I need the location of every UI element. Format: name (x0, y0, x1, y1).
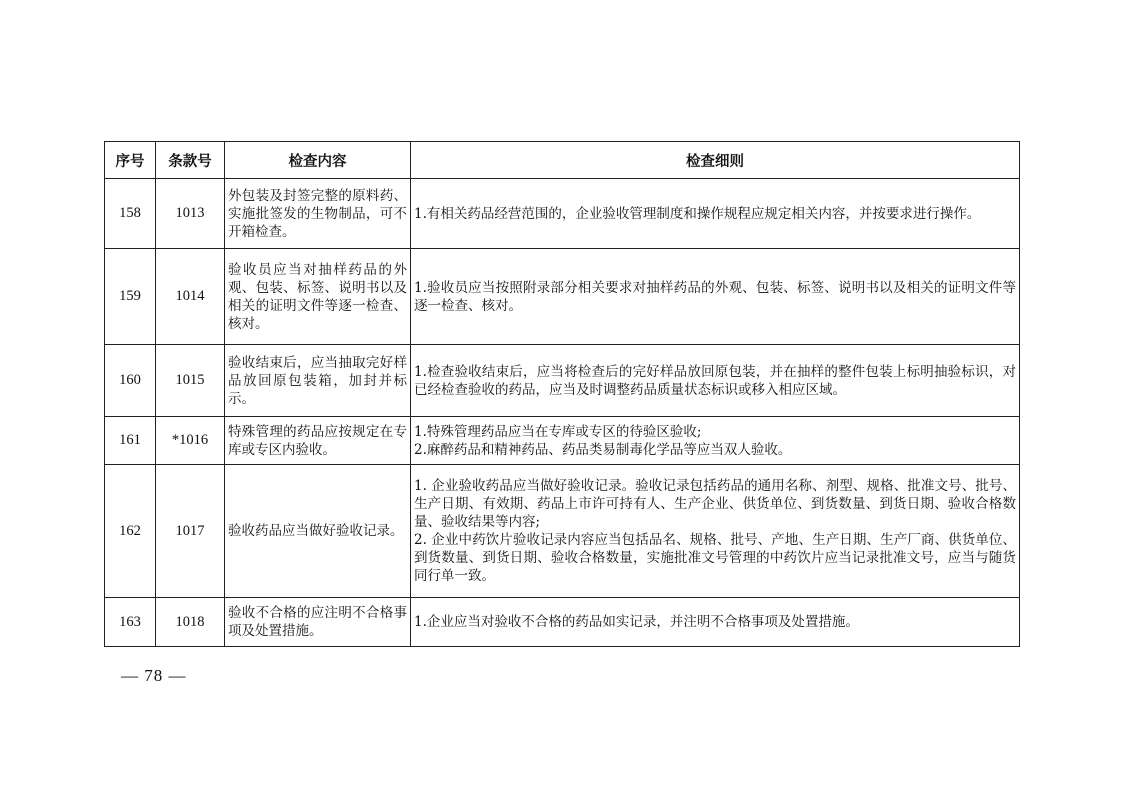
table-row (105, 417, 1020, 465)
row-detail (411, 465, 1020, 598)
row-detail (411, 179, 1020, 249)
row-clause: 1013 (156, 179, 225, 249)
detail-line: 1. 企业验收药品应当做好验收记录。验收记录包括药品的通用名称、剂型、规格、批准文号、批号、生产日期、有效期、药品上市许可持有人、生产企业、供货单位、到货数量、到货日期、验收合格数量、验收结果等内容; (414, 478, 1016, 530)
row-clause: 1017 (156, 465, 225, 598)
table-row (105, 465, 1020, 598)
row-content: 特殊管理的药品应按规定在专库或专区内验收。 (225, 417, 411, 465)
table-header-row (105, 142, 1020, 179)
table-row (105, 179, 1020, 249)
table-row (105, 249, 1020, 345)
detail-line: 1.检查验收结束后，应当将检查后的完好样品放回原包装，并在抽样的整件包装上标明抽验标识，对已经检查验收的药品，应当及时调整药品质量状态标识或移入相应区域。 (414, 363, 1016, 398)
row-content: 验收员应当对抽样药品的外观、包装、标签、说明书以及相关的证明文件等逐一检查、核对。 (225, 249, 411, 345)
detail-line: 1.验收员应当按照附录部分相关要求对抽样药品的外观、包装、标签、说明书以及相关的证明文件等逐一检查、核对。 (414, 279, 1016, 314)
row-clause: *1016 (156, 417, 225, 465)
row-index: 163 (105, 598, 156, 647)
row-detail (411, 417, 1020, 465)
detail-line: 1.有相关药品经营范围的，企业验收管理制度和操作规程应规定相关内容，并按要求进行操作。 (414, 205, 981, 222)
table-row (105, 345, 1020, 417)
row-clause: 1014 (156, 249, 225, 345)
row-content: 外包装及封签完整的原料药、实施批签发的生物制品，可不开箱检查。 (225, 179, 411, 249)
row-detail (411, 598, 1020, 647)
row-content: 验收药品应当做好验收记录。 (225, 465, 411, 598)
row-index: 160 (105, 345, 156, 417)
row-content: 验收不合格的应注明不合格事项及处置措施。 (225, 598, 411, 647)
detail-line: 1.特殊管理药品应当在专库或专区的待验区验收; (414, 423, 702, 440)
detail-line: 1.企业应当对验收不合格的药品如实记录，并注明不合格事项及处置措施。 (414, 614, 859, 630)
table-row (105, 598, 1020, 647)
inspection-table (104, 141, 1020, 647)
detail-line: 2. 企业中药饮片验收记录内容应当包括品名、规格、批号、产地、生产日期、生产厂商、供货单位、到货数量、到货日期、验收合格数量，实施批准文号管理的中药饮片应当记录批准文号，应当与随货同行单一致。 (414, 532, 1016, 584)
row-index: 159 (105, 249, 156, 345)
row-index: 162 (105, 465, 156, 598)
row-index: 158 (105, 179, 156, 249)
row-detail (411, 249, 1020, 345)
row-detail (411, 345, 1020, 417)
detail-line: 2.麻醉药品和精神药品、药品类易制毒化学品等应当双人验收。 (414, 441, 792, 458)
page-number: — 78 — (121, 666, 187, 685)
header-content: 检查内容 (225, 142, 411, 179)
header-clause: 条款号 (156, 142, 225, 179)
header-index: 序号 (105, 142, 156, 179)
row-index: 161 (105, 417, 156, 465)
row-content: 验收结束后，应当抽取完好样品放回原包装箱，加封并标示。 (225, 345, 411, 417)
row-clause: 1018 (156, 598, 225, 647)
row-clause: 1015 (156, 345, 225, 417)
header-detail: 检查细则 (411, 142, 1020, 179)
